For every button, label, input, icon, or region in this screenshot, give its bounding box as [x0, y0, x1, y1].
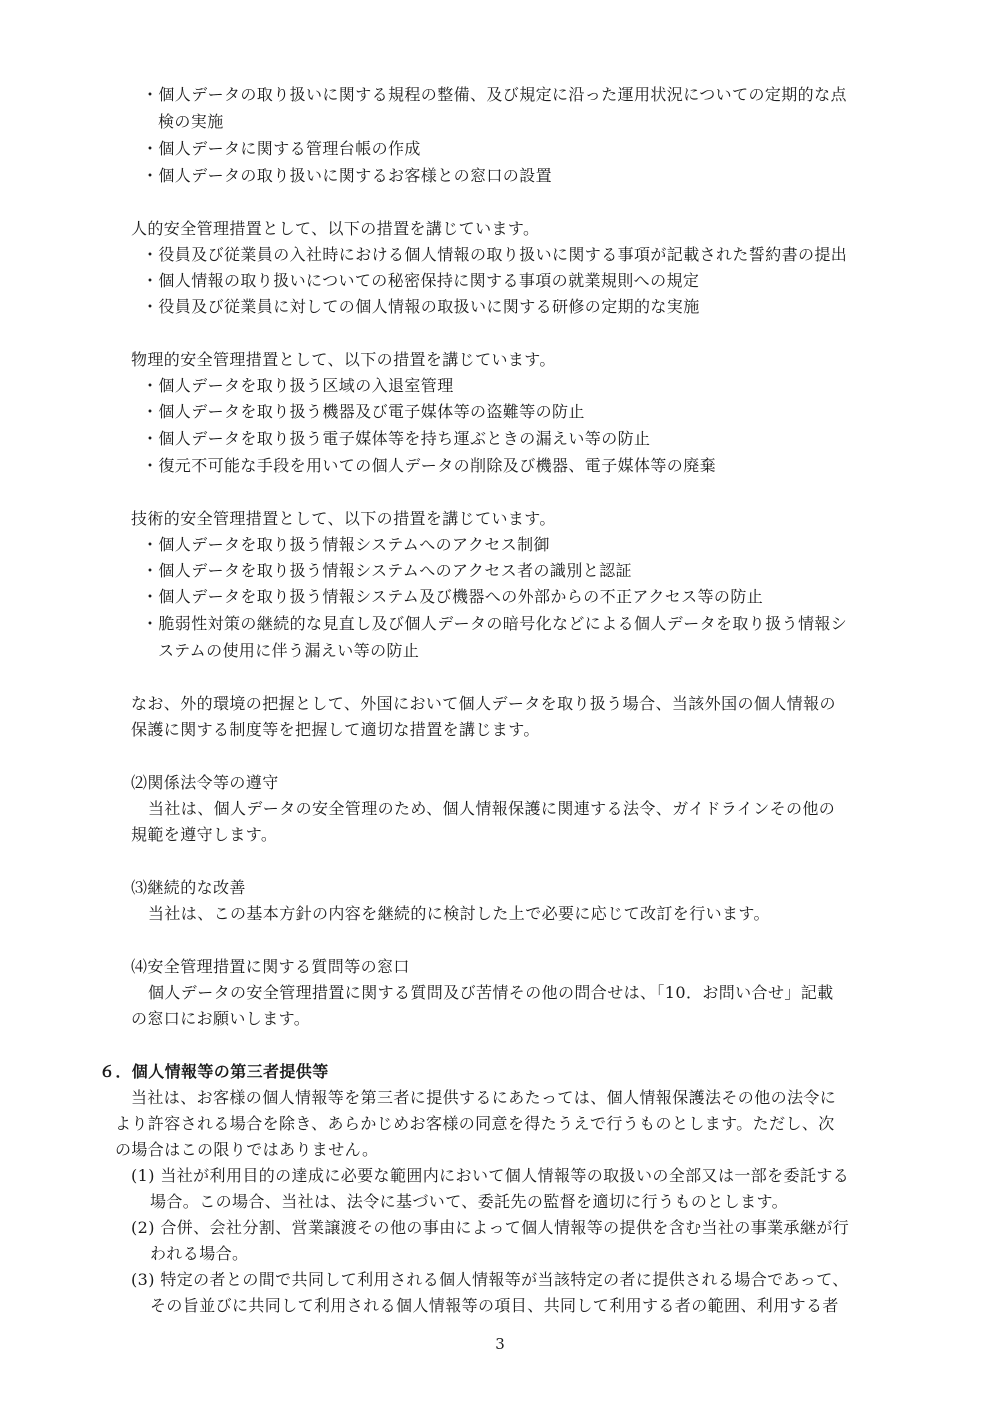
- list-item-continuation: ステムの使用に伴う漏えい等の防止: [158, 641, 420, 660]
- paragraph-line: 規範を遵守します。: [131, 825, 278, 844]
- list-item: ・個人データを取り扱う情報システムへのアクセス制御: [142, 535, 550, 554]
- list-item: ・個人データを取り扱う区域の入退室管理: [142, 376, 454, 395]
- list-item-continuation: 場合。この場合、当社は、法令に基づいて、委託先の監督を適切に行うものとします。: [150, 1192, 789, 1211]
- subsection-title: ⑶継続的な改善: [131, 878, 246, 897]
- technical-measures-intro: 技術的安全管理措置として、以下の措置を講じています。: [131, 509, 556, 528]
- paragraph-line: 当社は、この基本方針の内容を継続的に検討した上で必要に応じて改訂を行います。: [148, 904, 770, 923]
- paragraph-line: 当社は、個人データの安全管理のため、個人情報保護に関連する法令、ガイドラインその他の: [148, 799, 836, 818]
- page-number: 3: [495, 1335, 505, 1353]
- list-item: (3) 特定の者との間で共同して利用される個人情報等が当該特定の者に提供される場合であって、: [131, 1270, 849, 1289]
- list-item: ・個人データを取り扱う電子媒体等を持ち運ぶときの漏えい等の防止: [142, 429, 651, 448]
- list-item: ・個人データの取り扱いに関するお客様との窓口の設置: [142, 166, 553, 185]
- list-item: (2) 合併、会社分割、営業譲渡その他の事由によって個人情報等の提供を含む当社の事業承継が行: [131, 1218, 850, 1237]
- list-item: ・個人データを取り扱う機器及び電子媒体等の盗難等の防止: [142, 402, 585, 421]
- paragraph-line: 保護に関する制度等を把握して適切な措置を講じます。: [131, 720, 540, 739]
- paragraph-line: 個人データの安全管理措置に関する質問及び苦情その他の問合せは、「10．お問い合せ」記載: [148, 983, 834, 1002]
- list-item-continuation: われる場合。: [150, 1244, 249, 1263]
- list-item: ・個人データに関する管理台帳の作成: [142, 139, 421, 158]
- subsection-title: ⑵関係法令等の遵守: [131, 773, 279, 792]
- list-item: ・役員及び従業員に対しての個人情報の取扱いに関する研修の定期的な実施: [142, 297, 700, 316]
- list-item: ・個人データを取り扱う情報システムへのアクセス者の識別と認証: [142, 561, 632, 580]
- paragraph-line: の場合はこの限りではありません。: [115, 1140, 379, 1159]
- list-item: (1) 当社が利用目的の達成に必要な範囲内において個人情報等の取扱いの全部又は一部を委託する: [131, 1166, 850, 1185]
- paragraph-line: 当社は、お客様の個人情報等を第三者に提供するにあたっては、個人情報保護法その他の法令に: [131, 1088, 837, 1107]
- list-item: ・役員及び従業員の入社時における個人情報の取り扱いに関する事項が記載された誓約書の提出: [142, 245, 848, 264]
- list-item: ・個人情報の取り扱いについての秘密保持に関する事項の就業規則への規定: [142, 271, 700, 290]
- list-item: ・復元不可能な手段を用いての個人データの削除及び機器、電子媒体等の廃棄: [142, 456, 717, 475]
- paragraph-line: なお、外的環境の把握として、外国において個人データを取り扱う場合、当該外国の個人情報の: [131, 694, 836, 713]
- list-item-continuation: その旨並びに共同して利用される個人情報等の項目、共同して利用する者の範囲、利用する者: [150, 1296, 839, 1315]
- section-heading: ６．個人情報等の第三者提供等: [99, 1062, 329, 1081]
- list-item-continuation: 検の実施: [158, 112, 224, 131]
- physical-measures-intro: 物理的安全管理措置として、以下の措置を講じています。: [131, 350, 556, 369]
- paragraph-line: より許容される場合を除き、あらかじめお客様の同意を得たうえで行うものとします。ただし、次: [115, 1114, 835, 1133]
- list-item: ・脆弱性対策の継続的な見直し及び個人データの暗号化などによる個人データを取り扱う情報シ: [142, 614, 848, 633]
- list-item: ・個人データの取り扱いに関する規程の整備、及び規定に沿った運用状況についての定期的な点: [142, 85, 847, 104]
- paragraph-line: の窓口にお願いします。: [131, 1009, 311, 1028]
- subsection-title: ⑷安全管理措置に関する質問等の窓口: [131, 957, 410, 976]
- list-item: ・個人データを取り扱う情報システム及び機器への外部からの不正アクセス等の防止: [142, 587, 764, 606]
- human-measures-intro: 人的安全管理措置として、以下の措置を講じています。: [131, 219, 540, 238]
